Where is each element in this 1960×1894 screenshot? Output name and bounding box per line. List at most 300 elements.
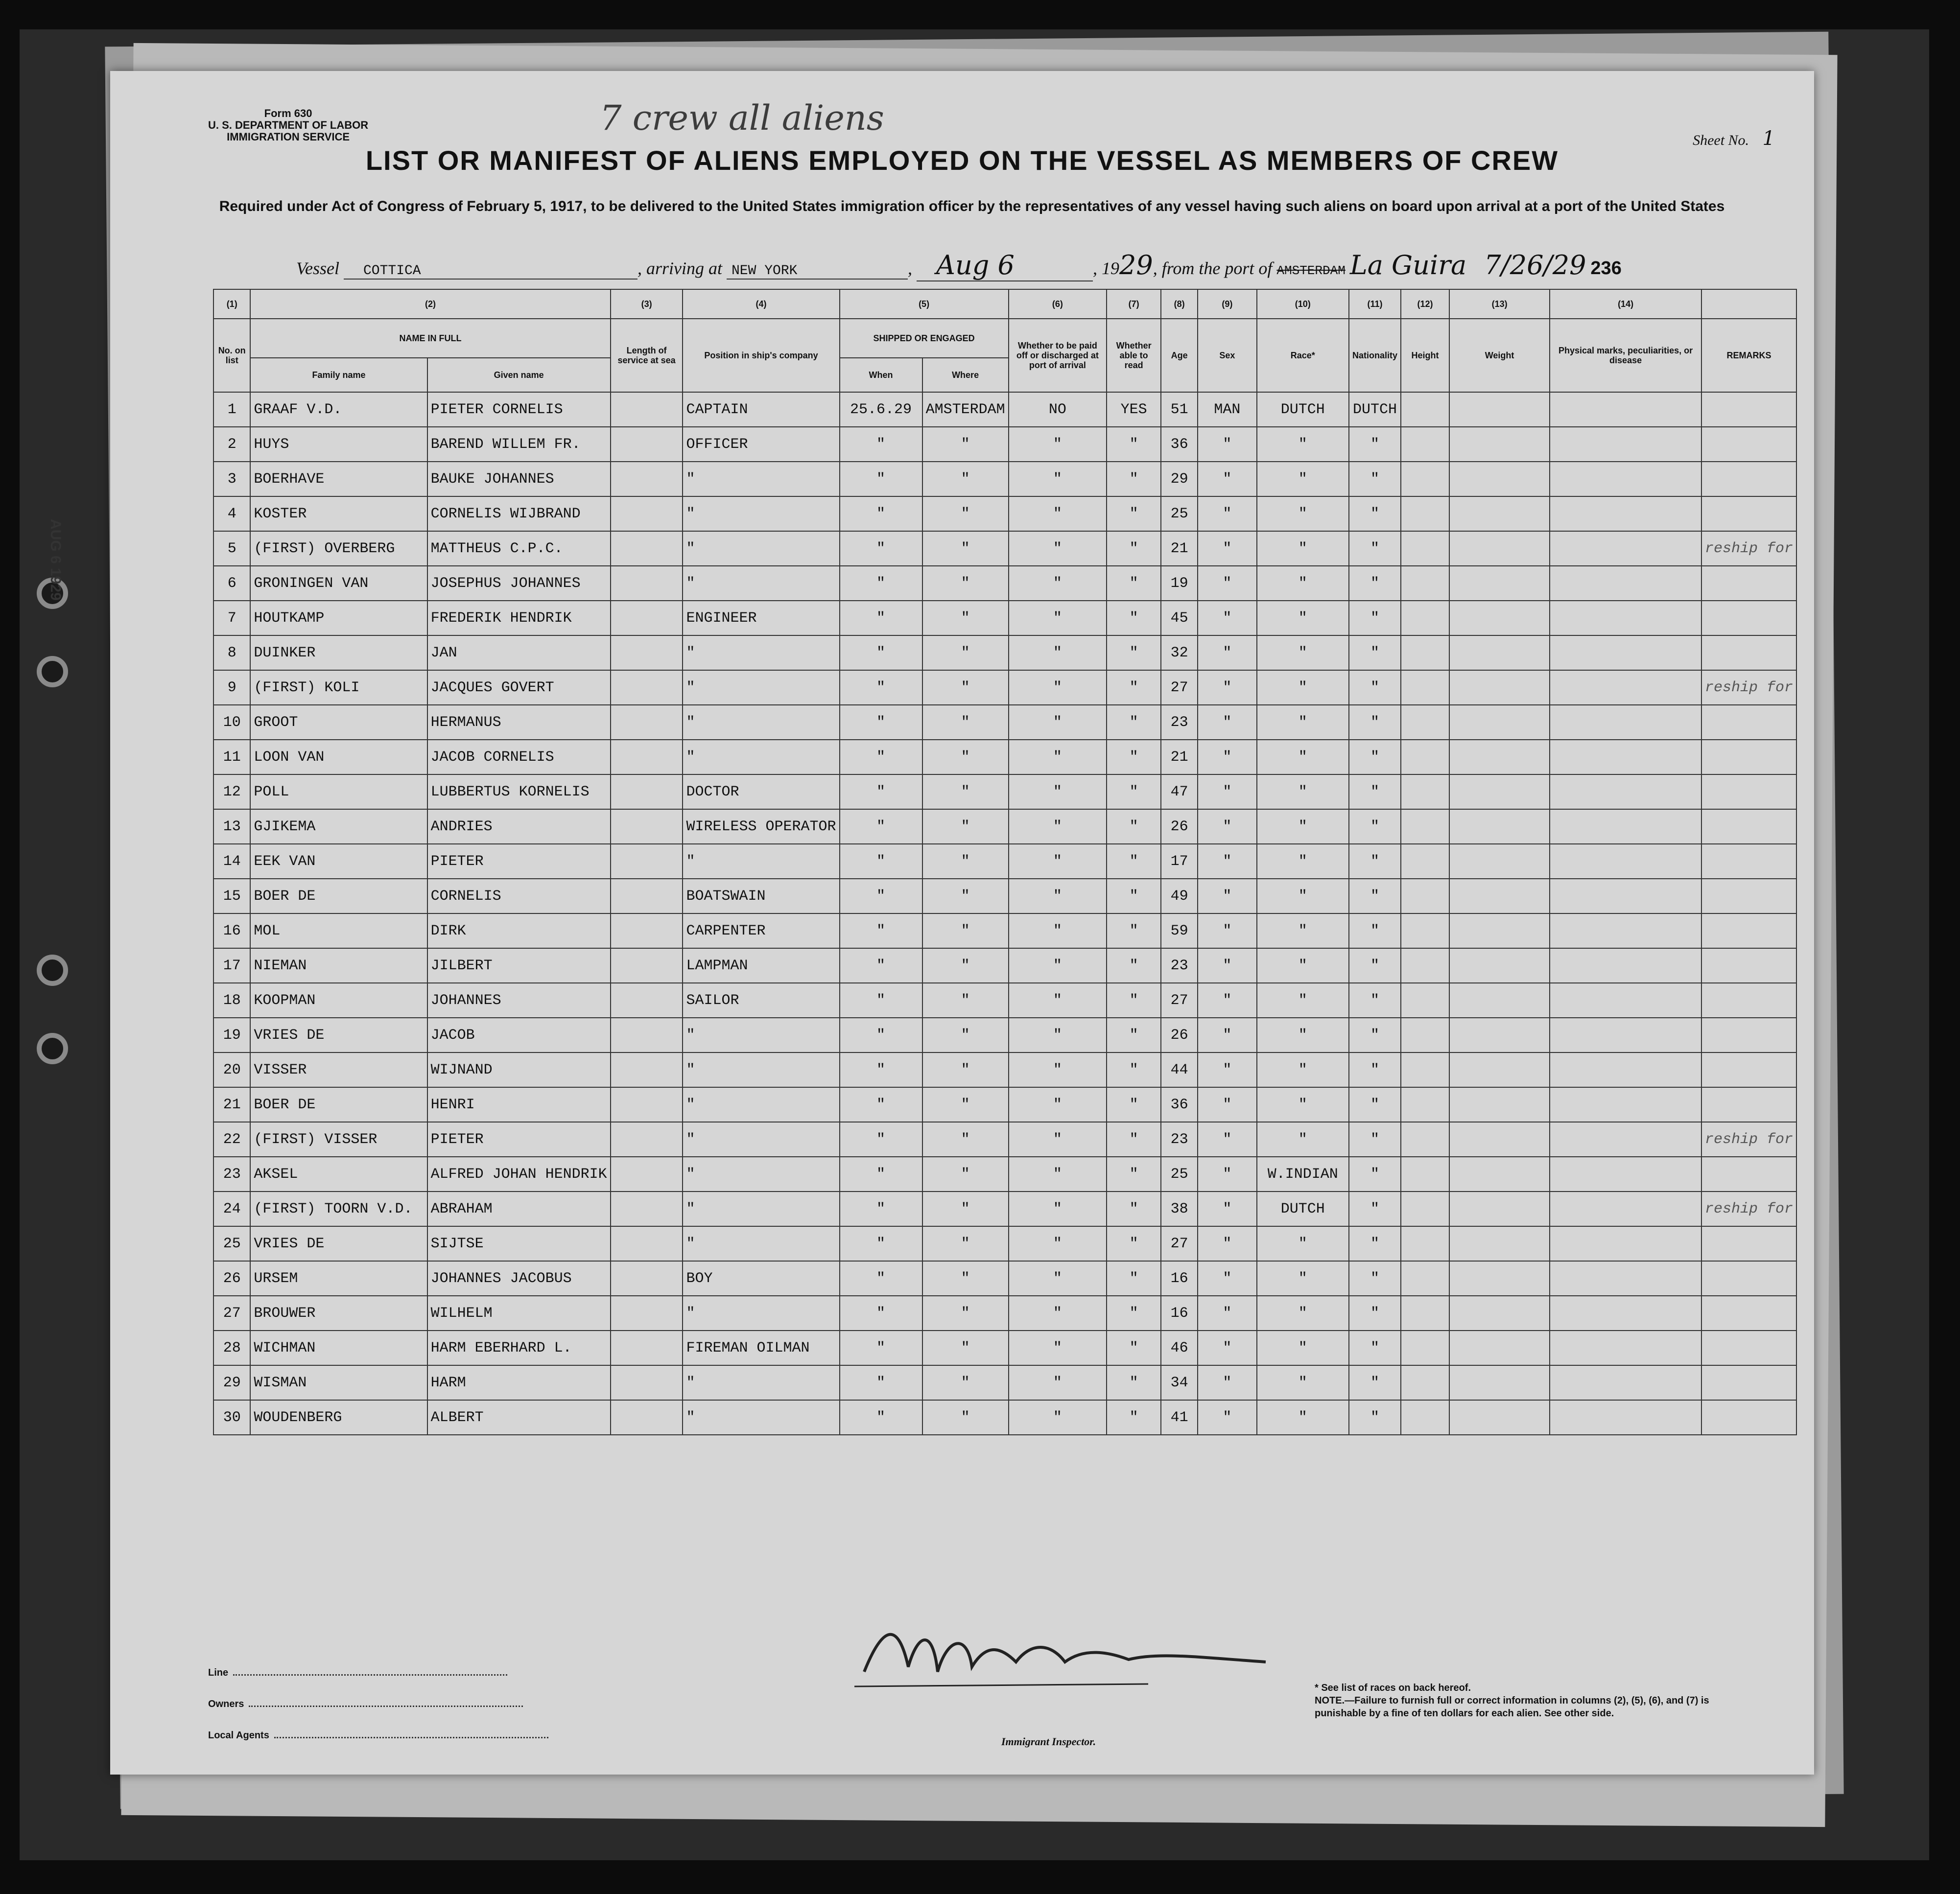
row-number-cell: 18 <box>213 983 250 1018</box>
able-to-read-cell: " <box>1107 670 1161 705</box>
given-name-cell: JACOB CORNELIS <box>427 740 611 774</box>
weight-cell <box>1449 1052 1550 1087</box>
height-cell <box>1401 601 1449 635</box>
physical-marks-cell <box>1550 983 1701 1018</box>
age-cell: 36 <box>1161 1087 1198 1122</box>
inspector-label: Immigrant Inspector. <box>1001 1735 1096 1748</box>
weight-cell <box>1449 983 1550 1018</box>
col-num-1: (1) <box>213 289 250 319</box>
col-shipped: SHIPPED OR ENGAGED <box>840 319 1009 358</box>
race-cell: " <box>1257 740 1349 774</box>
row-number-cell: 20 <box>213 1052 250 1087</box>
row-number-cell: 4 <box>213 496 250 531</box>
row-number-cell: 27 <box>213 1296 250 1331</box>
arrival-year: 29 <box>1119 250 1153 281</box>
height-cell <box>1401 774 1449 809</box>
col-num-14: (14) <box>1550 289 1701 319</box>
remark-cell <box>1701 1052 1796 1087</box>
physical-marks-cell <box>1550 392 1701 427</box>
given-name-cell: JOHANNES JACOBUS <box>427 1261 611 1296</box>
table-row <box>213 496 1796 531</box>
race-cell: " <box>1257 601 1349 635</box>
family-name-cell: VRIES DE <box>250 1018 427 1052</box>
able-to-read-cell: " <box>1107 1226 1161 1261</box>
paid-off-cell: " <box>1009 1122 1107 1157</box>
family-name-cell: WICHMAN <box>250 1331 427 1365</box>
paid-off-cell: " <box>1009 1192 1107 1226</box>
row-number-cell: 14 <box>213 844 250 879</box>
table-row <box>213 601 1796 635</box>
weight-cell <box>1449 1122 1550 1157</box>
col-age: Age <box>1161 319 1198 392</box>
height-cell <box>1401 1052 1449 1087</box>
sex-cell: " <box>1198 1052 1256 1087</box>
col-position: Position in ship's company <box>683 319 839 392</box>
remark-cell <box>1701 427 1796 462</box>
height-cell <box>1401 427 1449 462</box>
given-name-cell: PIETER <box>427 1122 611 1157</box>
sex-cell: " <box>1198 462 1256 496</box>
row-number-cell: 25 <box>213 1226 250 1261</box>
weight-cell <box>1449 1157 1550 1192</box>
height-cell <box>1401 1226 1449 1261</box>
binder-hole <box>37 955 68 986</box>
race-cell: " <box>1257 1226 1349 1261</box>
race-cell: " <box>1257 844 1349 879</box>
remark-cell <box>1701 566 1796 601</box>
position-cell: " <box>683 1365 839 1400</box>
able-to-read-cell: " <box>1107 844 1161 879</box>
nationality-cell: " <box>1349 1261 1401 1296</box>
shipped-where-cell: " <box>922 1192 1009 1226</box>
length-of-service-cell <box>611 670 683 705</box>
nationality-cell: " <box>1349 462 1401 496</box>
sex-cell: " <box>1198 1087 1256 1122</box>
shipped-where-cell: " <box>922 740 1009 774</box>
handwritten-crew-note: 7 crew all aliens <box>600 98 884 138</box>
shipped-when-cell: " <box>840 1261 922 1296</box>
given-name-cell: JILBERT <box>427 948 611 983</box>
shipped-where-cell: " <box>922 531 1009 566</box>
age-cell: 46 <box>1161 1331 1198 1365</box>
sheet-number-value: 1 <box>1762 127 1775 150</box>
row-number-cell: 21 <box>213 1087 250 1122</box>
shipped-when-cell: " <box>840 1052 922 1087</box>
family-name-cell: HOUTKAMP <box>250 601 427 635</box>
able-to-read-cell: " <box>1107 879 1161 913</box>
physical-marks-cell <box>1550 601 1701 635</box>
physical-marks-cell <box>1550 1052 1701 1087</box>
paid-off-cell: " <box>1009 1331 1107 1365</box>
age-cell: 16 <box>1161 1296 1198 1331</box>
position-cell: " <box>683 1018 839 1052</box>
nationality-cell: " <box>1349 1192 1401 1226</box>
race-cell: " <box>1257 1296 1349 1331</box>
physical-marks-cell <box>1550 1226 1701 1261</box>
sex-cell: " <box>1198 774 1256 809</box>
height-cell <box>1401 809 1449 844</box>
position-cell: FIREMAN OILMAN <box>683 1331 839 1365</box>
vessel-label: Vessel <box>296 258 339 278</box>
col-num-8: (8) <box>1161 289 1198 319</box>
able-to-read-cell: " <box>1107 531 1161 566</box>
age-cell: 59 <box>1161 913 1198 948</box>
able-to-read-cell: " <box>1107 948 1161 983</box>
physical-marks-cell <box>1550 670 1701 705</box>
family-name-cell: BOERHAVE <box>250 462 427 496</box>
given-name-cell: CORNELIS <box>427 879 611 913</box>
able-to-read-cell: " <box>1107 566 1161 601</box>
table-row <box>213 1365 1796 1400</box>
physical-marks-cell <box>1550 844 1701 879</box>
shipped-when-cell: 25.6.29 <box>840 392 922 427</box>
row-number-cell: 28 <box>213 1331 250 1365</box>
paid-off-cell: " <box>1009 1226 1107 1261</box>
given-name-cell: WIJNAND <box>427 1052 611 1087</box>
paid-off-cell: " <box>1009 1052 1107 1087</box>
arrival-date: Aug 6 <box>917 250 1093 281</box>
able-to-read-cell: " <box>1107 1087 1161 1122</box>
age-cell: 32 <box>1161 635 1198 670</box>
shipped-where-cell: " <box>922 913 1009 948</box>
binder-hole <box>37 1033 68 1064</box>
length-of-service-cell <box>611 1122 683 1157</box>
given-name-cell: CORNELIS WIJBRAND <box>427 496 611 531</box>
family-name-cell: KOOPMAN <box>250 983 427 1018</box>
col-nationality: Nationality <box>1349 319 1401 392</box>
sex-cell: " <box>1198 427 1256 462</box>
position-cell: " <box>683 635 839 670</box>
row-number-cell: 10 <box>213 705 250 740</box>
paid-off-cell: " <box>1009 531 1107 566</box>
shipped-where-cell: " <box>922 462 1009 496</box>
table-row <box>213 1331 1796 1365</box>
physical-marks-cell <box>1550 1400 1701 1435</box>
col-able-to-read: Whether able to read <box>1107 319 1161 392</box>
remark-cell <box>1701 1400 1796 1435</box>
age-cell: 51 <box>1161 392 1198 427</box>
sex-cell: " <box>1198 844 1256 879</box>
row-number-cell: 13 <box>213 809 250 844</box>
family-name-cell: MOL <box>250 913 427 948</box>
col-num-7: (7) <box>1107 289 1161 319</box>
physical-marks-cell <box>1550 496 1701 531</box>
race-cell: " <box>1257 1365 1349 1400</box>
shipped-when-cell: " <box>840 1400 922 1435</box>
age-cell: 34 <box>1161 1365 1198 1400</box>
col-num-10: (10) <box>1257 289 1349 319</box>
shipped-where-cell: " <box>922 1296 1009 1331</box>
weight-cell <box>1449 774 1550 809</box>
col-num-12: (12) <box>1401 289 1449 319</box>
nationality-cell: " <box>1349 1122 1401 1157</box>
row-number-cell: 6 <box>213 566 250 601</box>
position-cell: " <box>683 670 839 705</box>
height-cell <box>1401 462 1449 496</box>
sex-cell: " <box>1198 1122 1256 1157</box>
shipped-where-cell: " <box>922 879 1009 913</box>
shipped-when-cell: " <box>840 601 922 635</box>
table-row <box>213 427 1796 462</box>
shipped-when-cell: " <box>840 809 922 844</box>
length-of-service-cell <box>611 1087 683 1122</box>
position-cell: SAILOR <box>683 983 839 1018</box>
weight-cell <box>1449 531 1550 566</box>
col-name-in-full: NAME IN FULL <box>250 319 610 358</box>
remark-cell <box>1701 1226 1796 1261</box>
position-cell: " <box>683 1087 839 1122</box>
given-name-cell: FREDERIK HENDRIK <box>427 601 611 635</box>
col-num-3: (3) <box>611 289 683 319</box>
given-name-cell: JACOB <box>427 1018 611 1052</box>
col-num-9: (9) <box>1198 289 1256 319</box>
height-cell <box>1401 635 1449 670</box>
row-number-cell: 5 <box>213 531 250 566</box>
age-cell: 45 <box>1161 601 1198 635</box>
position-cell: " <box>683 462 839 496</box>
remark-cell <box>1701 809 1796 844</box>
race-cell: DUTCH <box>1257 1192 1349 1226</box>
shipped-where-cell: AMSTERDAM <box>922 392 1009 427</box>
family-name-cell: BOER DE <box>250 879 427 913</box>
height-cell <box>1401 1087 1449 1122</box>
shipped-when-cell: " <box>840 774 922 809</box>
shipped-when-cell: " <box>840 635 922 670</box>
race-cell: " <box>1257 879 1349 913</box>
physical-marks-cell <box>1550 427 1701 462</box>
row-number-cell: 30 <box>213 1400 250 1435</box>
physical-marks-cell <box>1550 1157 1701 1192</box>
paid-off-cell: NO <box>1009 392 1107 427</box>
race-cell: " <box>1257 427 1349 462</box>
length-of-service-cell <box>611 1365 683 1400</box>
col-num-6: (6) <box>1009 289 1107 319</box>
col-paid-off: Whether to be paid off or discharged at port of arrival <box>1009 319 1107 392</box>
family-name-cell: VISSER <box>250 1052 427 1087</box>
shipped-when-cell: " <box>840 948 922 983</box>
weight-cell <box>1449 427 1550 462</box>
row-number-cell: 19 <box>213 1018 250 1052</box>
able-to-read-cell: " <box>1107 1261 1161 1296</box>
remark-cell: reship for <box>1701 1192 1796 1226</box>
age-cell: 17 <box>1161 844 1198 879</box>
age-cell: 49 <box>1161 879 1198 913</box>
height-cell <box>1401 392 1449 427</box>
age-cell: 26 <box>1161 1018 1198 1052</box>
given-name-cell: LUBBERTUS KORNELIS <box>427 774 611 809</box>
length-of-service-cell <box>611 496 683 531</box>
nationality-cell: " <box>1349 948 1401 983</box>
paid-off-cell: " <box>1009 601 1107 635</box>
nationality-cell: " <box>1349 809 1401 844</box>
remark-cell <box>1701 774 1796 809</box>
remark-cell <box>1701 983 1796 1018</box>
remark-cell <box>1701 1296 1796 1331</box>
sex-cell: " <box>1198 1192 1256 1226</box>
age-cell: 27 <box>1161 1226 1198 1261</box>
family-name-cell: (FIRST) VISSER <box>250 1122 427 1157</box>
shipped-where-cell: " <box>922 566 1009 601</box>
shipped-when-cell: " <box>840 1157 922 1192</box>
physical-marks-cell <box>1550 566 1701 601</box>
sheet-number-label: Sheet No. <box>1693 132 1749 148</box>
crew-table <box>213 289 1797 1435</box>
length-of-service-cell <box>611 879 683 913</box>
table-row <box>213 392 1796 427</box>
able-to-read-cell: " <box>1107 740 1161 774</box>
position-cell: " <box>683 496 839 531</box>
race-cell: " <box>1257 635 1349 670</box>
physical-marks-cell <box>1550 1365 1701 1400</box>
col-race: Race* <box>1257 319 1349 392</box>
position-cell: CARPENTER <box>683 913 839 948</box>
given-name-cell: BAREND WILLEM FR. <box>427 427 611 462</box>
sex-cell: MAN <box>1198 392 1256 427</box>
race-cell: DUTCH <box>1257 392 1349 427</box>
table-row <box>213 1261 1796 1296</box>
remark-cell <box>1701 392 1796 427</box>
table-row <box>213 462 1796 496</box>
physical-marks-cell <box>1550 531 1701 566</box>
row-number-cell: 9 <box>213 670 250 705</box>
paid-off-cell: " <box>1009 1296 1107 1331</box>
sex-cell: " <box>1198 1365 1256 1400</box>
shipped-where-cell: " <box>922 670 1009 705</box>
race-note: * See list of races on back hereof. <box>1315 1683 1471 1693</box>
sex-cell: " <box>1198 1261 1256 1296</box>
physical-marks-cell <box>1550 879 1701 913</box>
table-row <box>213 1052 1796 1087</box>
able-to-read-cell: " <box>1107 1157 1161 1192</box>
table-row <box>213 1122 1796 1157</box>
table-row <box>213 1018 1796 1052</box>
paid-off-cell: " <box>1009 462 1107 496</box>
race-cell: " <box>1257 1122 1349 1157</box>
paid-off-cell: " <box>1009 496 1107 531</box>
nationality-cell: " <box>1349 983 1401 1018</box>
paid-off-cell: " <box>1009 809 1107 844</box>
col-num-2: (2) <box>250 289 610 319</box>
weight-cell <box>1449 1365 1550 1400</box>
able-to-read-cell: " <box>1107 774 1161 809</box>
family-name-cell: WISMAN <box>250 1365 427 1400</box>
race-cell: " <box>1257 531 1349 566</box>
sex-cell: " <box>1198 635 1256 670</box>
weight-cell <box>1449 1400 1550 1435</box>
col-no-on-list: No. on list <box>213 319 250 392</box>
sex-cell: " <box>1198 496 1256 531</box>
col-physical-marks: Physical marks, peculiarities, or disease <box>1550 319 1701 392</box>
sex-cell: " <box>1198 740 1256 774</box>
able-to-read-cell: " <box>1107 1400 1161 1435</box>
sex-cell: " <box>1198 1400 1256 1435</box>
length-of-service-cell <box>611 1192 683 1226</box>
race-cell: " <box>1257 1261 1349 1296</box>
weight-cell <box>1449 392 1550 427</box>
sex-cell: " <box>1198 1296 1256 1331</box>
given-name-cell: JOHANNES <box>427 983 611 1018</box>
paid-off-cell: " <box>1009 879 1107 913</box>
paid-off-cell: " <box>1009 740 1107 774</box>
given-name-cell: HERMANUS <box>427 705 611 740</box>
shipped-where-cell: " <box>922 1226 1009 1261</box>
agents-field <box>274 1737 548 1738</box>
length-of-service-cell <box>611 913 683 948</box>
col-sex: Sex <box>1198 319 1256 392</box>
race-cell: " <box>1257 705 1349 740</box>
shipped-when-cell: " <box>840 1192 922 1226</box>
physical-marks-cell <box>1550 913 1701 948</box>
family-name-cell: GJIKEMA <box>250 809 427 844</box>
length-of-service-cell <box>611 566 683 601</box>
age-cell: 41 <box>1161 1400 1198 1435</box>
shipped-where-cell: " <box>922 1052 1009 1087</box>
family-name-cell: BROUWER <box>250 1296 427 1331</box>
able-to-read-cell: " <box>1107 913 1161 948</box>
physical-marks-cell <box>1550 740 1701 774</box>
shipped-where-cell: " <box>922 1400 1009 1435</box>
shipped-where-cell: " <box>922 774 1009 809</box>
physical-marks-cell <box>1550 1192 1701 1226</box>
remark-cell <box>1701 496 1796 531</box>
family-name-cell: KOSTER <box>250 496 427 531</box>
page-title: LIST OR MANIFEST OF ALIENS EMPLOYED ON THE VESSEL AS MEMBERS OF CREW <box>365 145 1559 176</box>
col-num-remarks <box>1701 289 1796 319</box>
remark-cell <box>1701 879 1796 913</box>
length-of-service-cell <box>611 705 683 740</box>
position-cell: LAMPMAN <box>683 948 839 983</box>
row-number-cell: 12 <box>213 774 250 809</box>
physical-marks-cell <box>1550 809 1701 844</box>
row-number-cell: 26 <box>213 1261 250 1296</box>
given-name-cell: JACQUES GOVERT <box>427 670 611 705</box>
row-number-cell: 2 <box>213 427 250 462</box>
col-family-name: Family name <box>250 358 427 392</box>
weight-cell <box>1449 1087 1550 1122</box>
table-row <box>213 1226 1796 1261</box>
footer-note <box>1315 1682 1755 1720</box>
remark-cell <box>1701 740 1796 774</box>
position-cell: " <box>683 1052 839 1087</box>
given-name-cell: PIETER <box>427 844 611 879</box>
height-cell <box>1401 496 1449 531</box>
col-where: Where <box>922 358 1009 392</box>
family-name-cell: DUINKER <box>250 635 427 670</box>
remark-cell <box>1701 1365 1796 1400</box>
shipped-when-cell: " <box>840 462 922 496</box>
age-cell: 26 <box>1161 809 1198 844</box>
position-cell: " <box>683 1157 839 1192</box>
table-row <box>213 1157 1796 1192</box>
position-cell: " <box>683 740 839 774</box>
inspector-signature <box>854 1613 1275 1691</box>
col-length-of-service: Length of service at sea <box>611 319 683 392</box>
height-cell <box>1401 1331 1449 1365</box>
race-cell: " <box>1257 983 1349 1018</box>
length-of-service-cell <box>611 392 683 427</box>
position-cell: " <box>683 566 839 601</box>
shipped-when-cell: " <box>840 1365 922 1400</box>
table-row <box>213 566 1796 601</box>
physical-marks-cell <box>1550 705 1701 740</box>
date-stamp: AUG 6 1929 <box>47 519 64 601</box>
height-cell <box>1401 1192 1449 1226</box>
table-row <box>213 983 1796 1018</box>
nationality-cell: " <box>1349 427 1401 462</box>
sex-cell: " <box>1198 705 1256 740</box>
row-number-cell: 7 <box>213 601 250 635</box>
col-when: When <box>840 358 922 392</box>
